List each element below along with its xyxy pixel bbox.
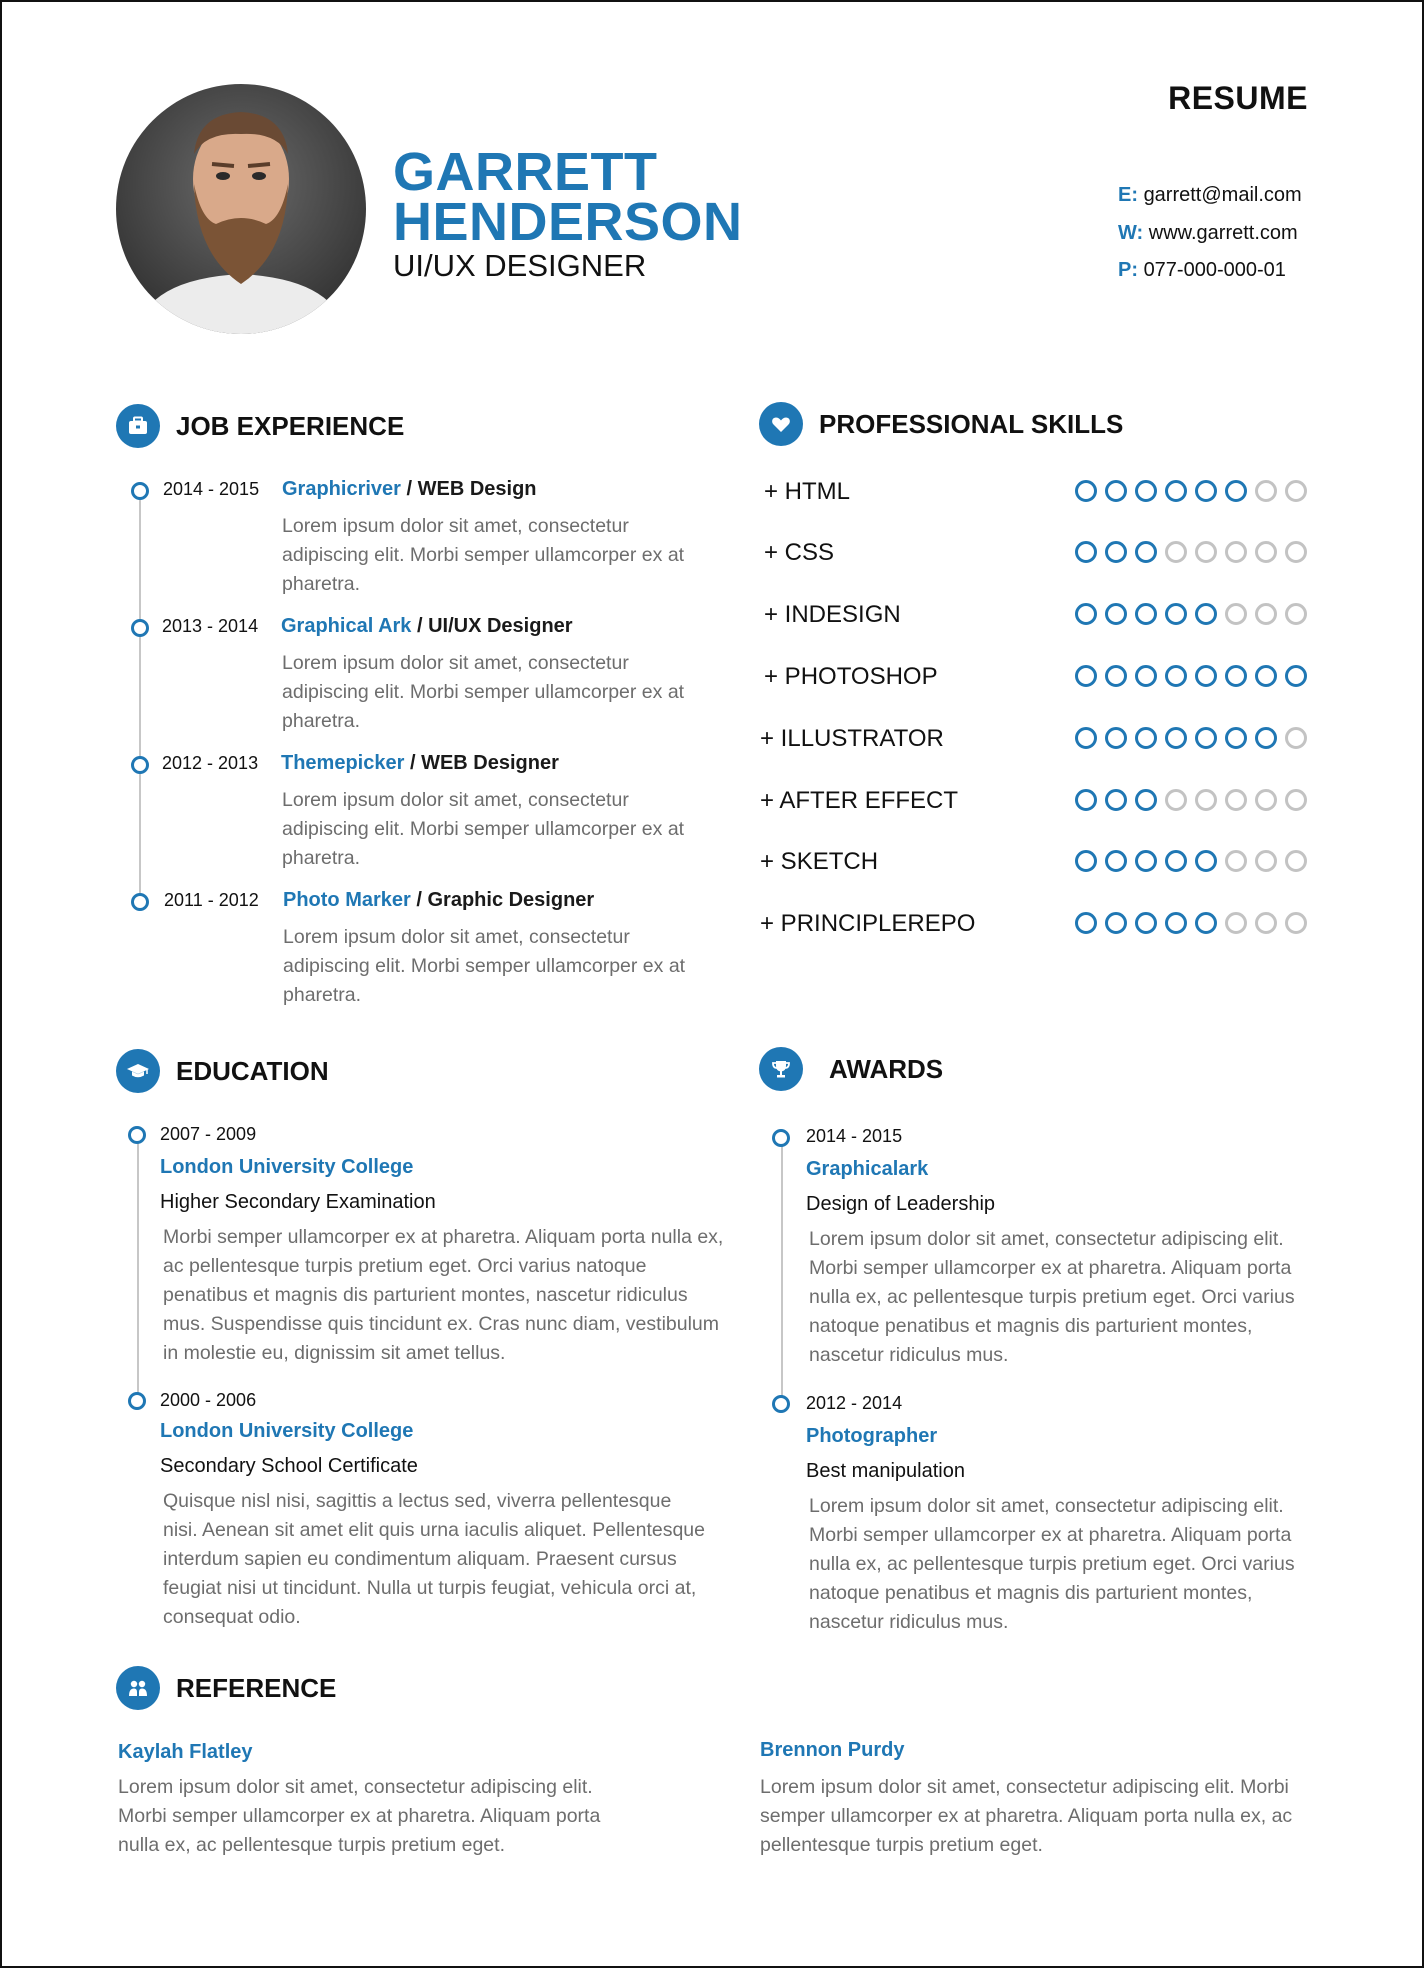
reference-heading: REFERENCE (116, 1666, 336, 1710)
rating-dot-filled (1195, 912, 1217, 934)
graduation-cap-icon (116, 1049, 160, 1093)
rating-dot-empty (1285, 789, 1307, 811)
rating-dot-empty (1255, 850, 1277, 872)
rating-dot-filled (1075, 727, 1097, 749)
awards-timeline-line (781, 1139, 783, 1405)
full-name (393, 142, 743, 252)
rating-dot-empty (1285, 912, 1307, 934)
award-years: 2014 - 2015 (806, 1126, 903, 1146)
job-heading: Graphical Ark / UI/UX Designer (281, 615, 573, 637)
skill-name: + CSS (764, 539, 835, 566)
rating-dot-filled (1165, 480, 1187, 502)
skill-name: + AFTER EFFECT (760, 787, 959, 814)
skill-name: + HTML (764, 478, 851, 505)
first-name: GARRETT (393, 142, 658, 202)
rating-dot-empty (1195, 541, 1217, 563)
job-description: Lorem ipsum dolor sit amet, consectetur adipiscing elit. Morbi semper ullamcorper ex at pharetra. (283, 926, 686, 1006)
document-label: RESUME (1168, 80, 1308, 116)
rating-dot-empty (1285, 603, 1307, 625)
skill-name: + PHOTOSHOP (764, 663, 938, 690)
rating-dot-filled (1105, 789, 1127, 811)
reference-description: Lorem ipsum dolor sit amet, consectetur adipiscing elit. Morbi semper ullamcorper ex at pharetra. Aliquam porta nulla ex, ac pellentesque turpis pretium eget. (760, 1776, 1293, 1856)
rating-dot-filled (1225, 480, 1247, 502)
award-title: Design of Leadership (806, 1193, 996, 1215)
skill-name: + PRINCIPLEREPO (760, 910, 976, 937)
rating-dot-filled (1225, 665, 1247, 687)
skill-rating (1075, 480, 1307, 502)
job-heading: Photo Marker / Graphic Designer (283, 889, 595, 911)
rating-dot-filled (1285, 665, 1307, 687)
last-name: HENDERSON (393, 192, 743, 252)
rating-dot-filled (1075, 603, 1097, 625)
job-description: Lorem ipsum dolor sit amet, consectetur adipiscing elit. Morbi semper ullamcorper ex at pharetra. (282, 789, 685, 869)
rating-dot-filled (1195, 480, 1217, 502)
education-timeline-line (137, 1136, 139, 1402)
rating-dot-filled (1135, 665, 1157, 687)
rating-dot-filled (1165, 603, 1187, 625)
education-degree: Higher Secondary Examination (160, 1191, 436, 1213)
award-organization: Photographer (806, 1425, 938, 1447)
timeline-dot (128, 1126, 146, 1144)
rating-dot-empty (1285, 541, 1307, 563)
skill-rating (1075, 912, 1307, 934)
rating-dot-filled (1075, 665, 1097, 687)
timeline-dot (772, 1129, 790, 1147)
rating-dot-filled (1225, 727, 1247, 749)
rating-dot-empty (1255, 541, 1277, 563)
skill-name: + SKETCH (760, 848, 879, 875)
rating-dot-filled (1135, 727, 1157, 749)
rating-dot-filled (1135, 541, 1157, 563)
rating-dot-filled (1105, 912, 1127, 934)
skill-rating (1075, 665, 1307, 687)
job-description: Lorem ipsum dolor sit amet, consectetur adipiscing elit. Morbi semper ullamcorper ex at pharetra. (282, 652, 685, 732)
skill-rating (1075, 603, 1307, 625)
portrait-photo (116, 84, 366, 334)
education-description: Morbi semper ullamcorper ex at pharetra. Aliquam porta nulla ex, ac pellentesque turpis pretium eget. Orci varius natoque penatibus et magnis dis parturient montes, nascetur ridiculus mus. Suspendisse quis tincidunt ex. Cras nunc diam, vestibulum in molestie eu, dignissim sit amet tellus. (163, 1226, 724, 1364)
rating-dot-empty (1255, 789, 1277, 811)
job-years: 2013 - 2014 (162, 616, 259, 636)
people-icon (116, 1666, 160, 1710)
contact-email[interactable]: E: garrett@mail.com (1118, 184, 1302, 206)
award-title: Best manipulation (806, 1460, 965, 1482)
rating-dot-filled (1075, 541, 1097, 563)
rating-dot-filled (1195, 665, 1217, 687)
timeline-dot (131, 756, 149, 774)
rating-dot-filled (1075, 850, 1097, 872)
job-timeline-line (139, 492, 141, 904)
job-description: Lorem ipsum dolor sit amet, consectetur adipiscing elit. Morbi semper ullamcorper ex at pharetra. (282, 515, 685, 595)
job-years: 2011 - 2012 (164, 890, 259, 910)
rating-dot-empty (1285, 480, 1307, 502)
rating-dot-filled (1165, 727, 1187, 749)
education-school: London University College (160, 1420, 414, 1442)
job-experience-heading: JOB EXPERIENCE (116, 404, 404, 448)
rating-dot-empty (1285, 727, 1307, 749)
rating-dot-empty (1225, 850, 1247, 872)
rating-dot-filled (1255, 665, 1277, 687)
contact-block (1118, 177, 1302, 290)
rating-dot-filled (1195, 850, 1217, 872)
rating-dot-filled (1075, 789, 1097, 811)
job-heading: Graphicriver / WEB Design (282, 478, 537, 500)
award-description: Lorem ipsum dolor sit amet, consectetur adipiscing elit. Morbi semper ullamcorper ex at pharetra. Aliquam porta nulla ex, ac pellentesque turpis pretium eget. Orci varius natoque penatibus et magnis dis parturient montes, nascetur ridiculus mus. (809, 1495, 1295, 1633)
timeline-dot (131, 893, 149, 911)
rating-dot-filled (1255, 727, 1277, 749)
rating-dot-empty (1165, 541, 1187, 563)
rating-dot-filled (1165, 850, 1187, 872)
skill-rating (1075, 727, 1307, 749)
rating-dot-empty (1225, 541, 1247, 563)
education-school: London University College (160, 1156, 414, 1178)
rating-dot-empty (1165, 789, 1187, 811)
rating-dot-filled (1135, 850, 1157, 872)
contact-phone[interactable]: P: 077-000-000-01 (1118, 259, 1286, 281)
skill-name: + INDESIGN (764, 601, 901, 628)
award-years: 2012 - 2014 (806, 1393, 903, 1413)
rating-dot-filled (1135, 789, 1157, 811)
rating-dot-filled (1165, 912, 1187, 934)
rating-dot-filled (1135, 603, 1157, 625)
rating-dot-filled (1105, 665, 1127, 687)
reference-name: Brennon Purdy (760, 1739, 905, 1761)
rating-dot-filled (1195, 603, 1217, 625)
rating-dot-empty (1225, 603, 1247, 625)
education-description: Quisque nisl nisi, sagittis a lectus sed, viverra pellentesque nisi. Aenean sit amet elit quis urna iaculis aliquet. Pellentesque interdum sapien eu condimentum aliquam. Praesent cursus feugiat nisi ut tincidunt. Nulla ut turpis feugiat, vehicula orci at, consequat odio. (163, 1490, 705, 1628)
briefcase-icon (116, 404, 160, 448)
professional-skills-heading: PROFESSIONAL SKILLS (759, 402, 1123, 446)
rating-dot-empty (1255, 912, 1277, 934)
reference-description: Lorem ipsum dolor sit amet, consectetur adipiscing elit. Morbi semper ullamcorper ex at pharetra. Aliquam porta nulla ex, ac pellentesque turpis pretium eget. (118, 1776, 601, 1856)
rating-dot-filled (1105, 603, 1127, 625)
contact-website[interactable]: W: www.garrett.com (1118, 221, 1298, 244)
rating-dot-filled (1195, 727, 1217, 749)
job-heading: Themepicker / WEB Designer (281, 752, 559, 774)
rating-dot-filled (1105, 850, 1127, 872)
rating-dot-empty (1225, 912, 1247, 934)
award-description: Lorem ipsum dolor sit amet, consectetur adipiscing elit. Morbi semper ullamcorper ex at pharetra. Aliquam porta nulla ex, ac pellentesque turpis pretium eget. Orci varius natoque penatibus et magnis dis parturient montes, nascetur ridiculus mus. (809, 1228, 1295, 1366)
rating-dot-filled (1105, 727, 1127, 749)
rating-dot-filled (1105, 480, 1127, 502)
job-years: 2014 - 2015 (163, 479, 260, 499)
education-years: 2007 - 2009 (160, 1124, 257, 1144)
job-years: 2012 - 2013 (162, 753, 259, 773)
timeline-dot (772, 1395, 790, 1413)
skill-name: + ILLUSTRATOR (760, 725, 944, 752)
rating-dot-filled (1135, 480, 1157, 502)
timeline-dot (128, 1392, 146, 1410)
rating-dot-filled (1075, 912, 1097, 934)
heart-icon (759, 402, 803, 446)
skill-rating (1075, 850, 1307, 872)
rating-dot-empty (1255, 603, 1277, 625)
skill-rating (1075, 789, 1307, 811)
award-organization: Graphicalark (806, 1158, 929, 1180)
rating-dot-filled (1105, 541, 1127, 563)
timeline-dot (131, 482, 149, 500)
education-years: 2000 - 2006 (160, 1390, 257, 1410)
rating-dot-empty (1255, 480, 1277, 502)
trophy-icon (759, 1047, 803, 1091)
education-heading: EDUCATION (116, 1049, 329, 1093)
awards-heading: AWARDS (759, 1047, 943, 1091)
rating-dot-filled (1075, 480, 1097, 502)
rating-dot-empty (1225, 789, 1247, 811)
rating-dot-empty (1195, 789, 1217, 811)
skill-rating (1075, 541, 1307, 563)
rating-dot-empty (1285, 850, 1307, 872)
job-role: UI/UX DESIGNER (393, 248, 647, 283)
timeline-dot (131, 619, 149, 637)
reference-name: Kaylah Flatley (118, 1741, 253, 1763)
education-degree: Secondary School Certificate (160, 1455, 418, 1477)
rating-dot-filled (1135, 912, 1157, 934)
rating-dot-filled (1165, 665, 1187, 687)
